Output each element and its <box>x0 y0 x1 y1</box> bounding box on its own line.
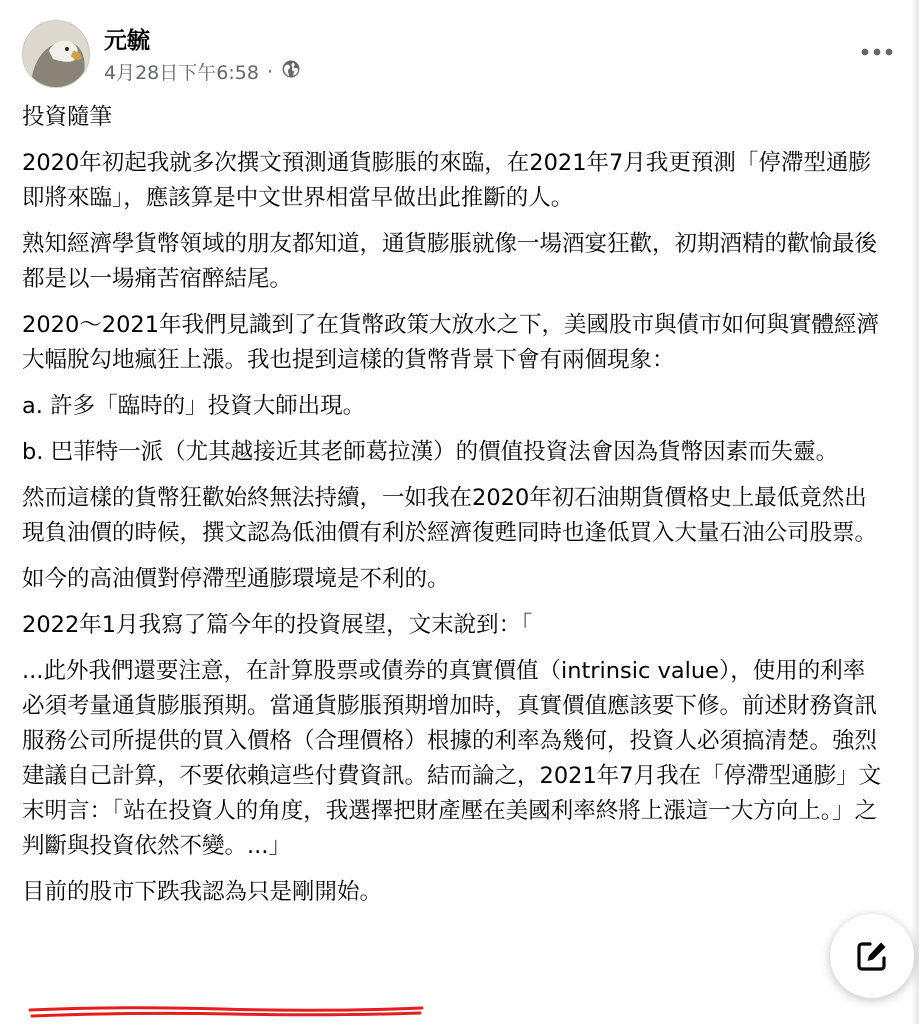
compose-icon <box>854 938 890 974</box>
post-paragraph: 熟知經濟學貨幣領域的朋友都知道，通貨膨脹就像一場酒宴狂歡，初期酒精的歡愉最後都是以一場痛苦宿醉結尾。 <box>22 231 878 292</box>
post-paragraph-list-b: b. 巴菲特一派（尤其越接近其老師葛拉漢）的價值投資法會因為貨幣因素而失靈。 <box>22 439 839 465</box>
post-paragraph-conclusion: 目前的股市下跌我認為只是剛開始。 <box>22 879 383 905</box>
post-paragraph: 2020年初起我就多次撰文預測通貨膨脹的來臨，在2021年7月我更預測「停滯型通膨即將來臨」，應該算是中文世界相當早做出此推斷的人。 <box>22 150 871 211</box>
post-paragraph: 2020～2021年我們見識到了在貨幣政策大放水之下，美國股市與債市如何與實體經濟大幅脫勾地瘋狂上漲。我也提到這樣的貨幣背景下會有兩個現象： <box>22 312 880 373</box>
post-meta <box>104 58 301 85</box>
more-options-icon <box>861 48 893 56</box>
more-options-button[interactable] <box>852 30 902 74</box>
avatar[interactable] <box>22 20 90 88</box>
red-underline-annotation <box>22 1000 427 1024</box>
post-timestamp[interactable]: 4月28日下午6:58 <box>104 62 259 84</box>
post-header <box>22 20 902 90</box>
post-paragraph: 如今的高油價對停滯型通膨環境是不利的。 <box>22 566 450 592</box>
author-name[interactable]: 元毓 <box>104 28 150 54</box>
globe-icon[interactable] <box>281 59 301 84</box>
post-paragraph: 2022年1月我寫了篇今年的投資展望，文末說到：「 <box>22 612 533 638</box>
compose-button[interactable] <box>830 914 914 998</box>
post-body <box>22 100 887 921</box>
meta-separator: · <box>266 60 273 83</box>
page-edge-shadow <box>911 0 919 1024</box>
post-quote: ...此外我們還要注意，在計算股票或債券的真實價值（intrinsic value），使用的利率必須考量通貨膨脹預期。當通貨膨脹預期增加時，真實價值應該要下修。前述財務資訊服務公司所提供的買入價格（合理價格）根據的利率為幾何，投資人必須搞清楚。強烈建議自己計算，不要依賴這些付費資訊。結而論之，2021年7月我在「停滯型通膨」文末明言：「站在投資人的角度，我選擇把財產壓在美國利率終將上漲這一大方向上。」之判斷與投資依然不變。...」 <box>22 658 882 859</box>
post-paragraph: 然而這樣的貨幣狂歡始終無法持續，一如我在2020年初石油期貨價格史上最低竟然出現負油價的時候，撰文認為低油價有利於經濟復甦同時也逢低買入大量石油公司股票。 <box>22 485 878 546</box>
post-paragraph-title: 投資隨筆 <box>22 104 113 130</box>
eagle-avatar-image <box>23 21 90 88</box>
post-paragraph-list-a: a. 許多「臨時的」投資大師出現。 <box>22 393 366 419</box>
